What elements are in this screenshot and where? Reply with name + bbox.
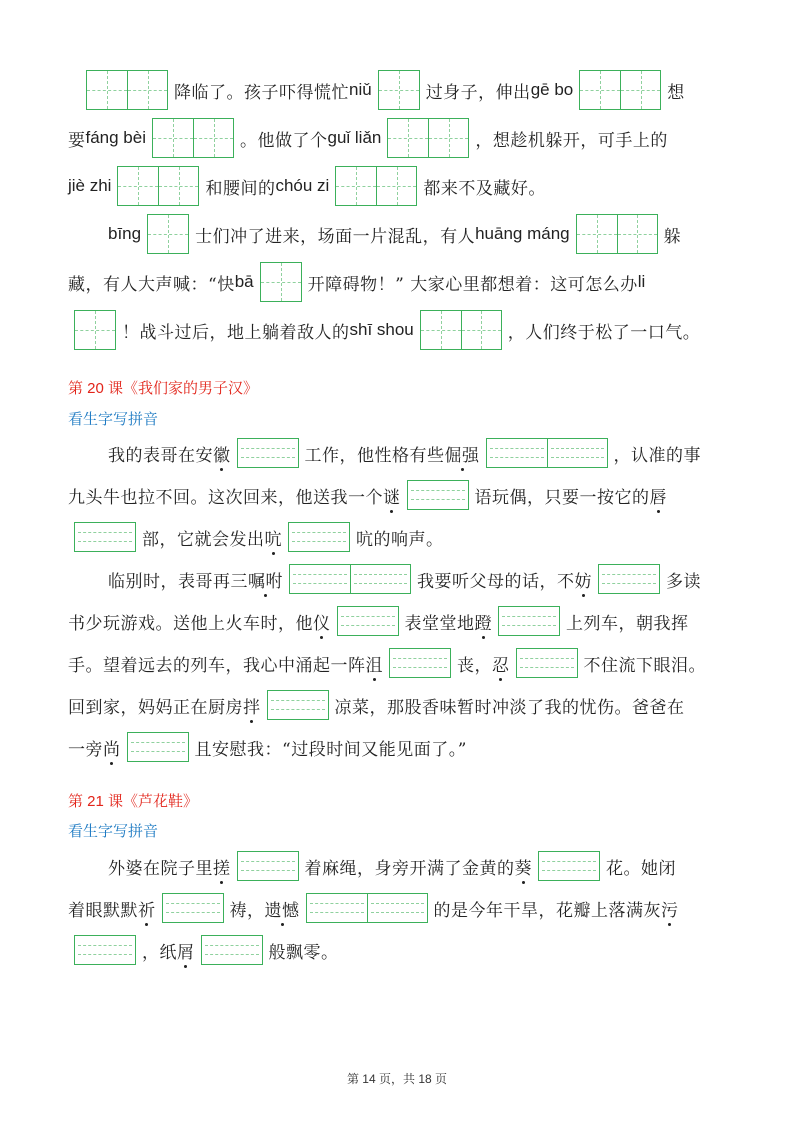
target-char: 沮 xyxy=(366,651,384,676)
text: 一旁 xyxy=(68,739,103,760)
char-box[interactable] xyxy=(86,70,168,110)
target-char: 污 xyxy=(661,896,679,921)
pinyin-box[interactable] xyxy=(289,564,411,594)
text: ，人们终于松了一口气。 xyxy=(507,322,701,343)
char-box[interactable] xyxy=(579,70,661,110)
text: 九头牛也拉不回。这次回来，他送我一个 xyxy=(68,487,383,508)
pinyin-box[interactable] xyxy=(237,851,299,881)
text: 且安慰我：“过段时间又能见面了。” xyxy=(194,739,467,760)
pinyin-box[interactable] xyxy=(516,648,578,678)
text: 的是今年干旱，花瓣上落满灰 xyxy=(433,900,661,921)
l19-line-5 xyxy=(68,262,794,302)
lesson-20-title: 第 20 课《我们家的男子汉》 xyxy=(68,380,259,397)
target-char: 搓 xyxy=(213,854,231,879)
text: 藏，有人大声喊：“快 xyxy=(68,274,235,295)
char-box[interactable] xyxy=(576,214,658,254)
target-char: 蹬 xyxy=(475,609,493,634)
text: 都来不及藏好。 xyxy=(423,178,546,199)
target-char: 徽 xyxy=(213,441,231,466)
text: 多读 xyxy=(666,571,701,592)
text: ，纸 xyxy=(142,942,177,963)
text: 和腰间的 xyxy=(205,178,276,199)
l19-line-4 xyxy=(108,214,794,254)
pinyin-box[interactable] xyxy=(538,851,600,881)
text: ，想趁机躲开，可手上的 xyxy=(475,130,668,151)
target-char: 遗憾 xyxy=(265,896,300,921)
pinyin-box[interactable] xyxy=(407,480,469,510)
target-char: 吭 xyxy=(265,525,283,550)
text: ！战斗过后，地上躺着敌人的 xyxy=(122,322,350,343)
text: 凉菜，那股香味暂时冲淡了我的忧伤。爸爸在 xyxy=(334,697,685,718)
text: 上列车，朝我挥 xyxy=(566,613,689,634)
text: 外婆在院子里 xyxy=(108,858,213,879)
l20-line-5 xyxy=(68,606,794,636)
pinyin: huāng máng xyxy=(475,224,570,243)
text: 回到家，妈妈正在厨房 xyxy=(68,697,243,718)
pinyin: li xyxy=(637,272,646,291)
text: 手。望着远去的列车，我心中涌起一阵 xyxy=(68,655,366,676)
char-box[interactable] xyxy=(335,166,417,206)
l19-line-6 xyxy=(68,310,794,350)
pinyin-box[interactable] xyxy=(598,564,660,594)
pinyin-box[interactable] xyxy=(288,522,350,552)
char-box[interactable] xyxy=(387,118,469,158)
l20-line-3 xyxy=(68,522,794,552)
pinyin: niǔ xyxy=(349,80,372,99)
target-char: 拌 xyxy=(243,693,261,718)
target-char: 葵 xyxy=(515,854,533,879)
pinyin-box[interactable] xyxy=(127,732,189,762)
pinyin-box[interactable] xyxy=(337,606,399,636)
char-box[interactable] xyxy=(152,118,234,158)
target-char: 谜 xyxy=(383,483,401,508)
l20-line-1 xyxy=(108,438,794,468)
lesson-21-subtitle: 看生字写拼音 xyxy=(68,823,159,840)
lesson-20-subtitle: 看生字写拼音 xyxy=(68,411,159,428)
char-box[interactable] xyxy=(117,166,199,206)
l21-line-3 xyxy=(68,935,794,965)
lesson-21-title: 第 21 课《芦花鞋》 xyxy=(68,793,199,810)
l20-line-6 xyxy=(68,648,794,678)
pinyin: bā xyxy=(234,272,254,291)
pinyin: gē bo xyxy=(530,80,574,99)
pinyin-box[interactable] xyxy=(74,522,136,552)
pinyin-box[interactable] xyxy=(201,935,263,965)
text: 祷， xyxy=(229,900,265,921)
pinyin-box[interactable] xyxy=(306,893,428,923)
l19-line-1 xyxy=(80,70,794,110)
pinyin: chóu zi xyxy=(275,176,330,195)
pinyin: bīng xyxy=(108,224,142,243)
text: 花。她闭 xyxy=(606,858,676,879)
text: 不住流下眼泪。 xyxy=(583,655,706,676)
text: 降临了。孩子吓得慌忙 xyxy=(174,82,349,103)
target-char: 祈 xyxy=(138,896,156,921)
text: 丧， xyxy=(457,655,492,676)
l19-line-3 xyxy=(68,166,794,206)
text: 。他做了个 xyxy=(240,130,328,151)
target-char: 屑 xyxy=(177,938,195,963)
l21-line-1 xyxy=(108,851,794,881)
text: 开障碍物！” 大家心里都想着：这可怎么办 xyxy=(307,274,638,295)
text: 着眼默默 xyxy=(68,900,138,921)
char-box[interactable] xyxy=(260,262,302,302)
target-char: 尚 xyxy=(103,735,121,760)
l19-line-2 xyxy=(68,118,794,158)
page-footer: 第 14 页，共 18 页 xyxy=(346,1072,448,1086)
l20-line-8 xyxy=(68,732,794,762)
pinyin-box[interactable] xyxy=(162,893,224,923)
char-box[interactable] xyxy=(74,310,116,350)
pinyin: fáng bèi xyxy=(85,128,146,147)
pinyin-box[interactable] xyxy=(74,935,136,965)
pinyin: guǐ liǎn xyxy=(327,128,382,147)
pinyin-box[interactable] xyxy=(237,438,299,468)
pinyin: jiè zhi xyxy=(68,176,112,195)
text: 吭的响声。 xyxy=(356,529,444,550)
text: 躲 xyxy=(663,226,682,247)
pinyin-box[interactable] xyxy=(389,648,451,678)
text: 过身子，伸出 xyxy=(425,82,531,103)
text: 我的表哥在安 xyxy=(108,445,213,466)
text: 工作，他性格有些 xyxy=(304,445,445,466)
text: 士们冲了进来，场面一片混乱，有人 xyxy=(195,226,476,247)
text: 般飘零。 xyxy=(268,942,339,963)
char-box[interactable] xyxy=(420,310,502,350)
pinyin-box[interactable] xyxy=(498,606,560,636)
l20-line-2 xyxy=(68,480,794,510)
target-char: 忍 xyxy=(492,651,510,676)
text: 要 xyxy=(68,130,86,151)
pinyin: shī shou xyxy=(349,320,414,339)
text: 临别时，表哥再三 xyxy=(108,571,248,592)
target-char: 唇 xyxy=(650,483,668,508)
text: 书少玩游戏。送他上火车时，他 xyxy=(68,613,313,634)
text: 语玩偶，只要一按它的 xyxy=(474,487,650,508)
target-char: 倔强 xyxy=(445,441,480,466)
pinyin-box[interactable] xyxy=(486,438,608,468)
char-box[interactable] xyxy=(147,214,189,254)
char-box[interactable] xyxy=(378,70,420,110)
text: 着麻绳，身旁开满了金黄的 xyxy=(304,858,515,879)
l20-line-4 xyxy=(108,564,794,594)
text: ，认准的事 xyxy=(613,445,701,466)
text: 部，它就会发出 xyxy=(142,529,265,550)
text: 我要听父母的话，不 xyxy=(417,571,575,592)
text: 表堂堂地 xyxy=(404,613,475,634)
text: 想 xyxy=(667,82,685,103)
target-char: 仪 xyxy=(313,609,331,634)
target-char: 妨 xyxy=(575,567,593,592)
target-char: 嘱咐 xyxy=(248,567,283,592)
l21-line-2 xyxy=(68,893,794,923)
l20-line-7 xyxy=(68,690,794,720)
pinyin-box[interactable] xyxy=(267,690,329,720)
